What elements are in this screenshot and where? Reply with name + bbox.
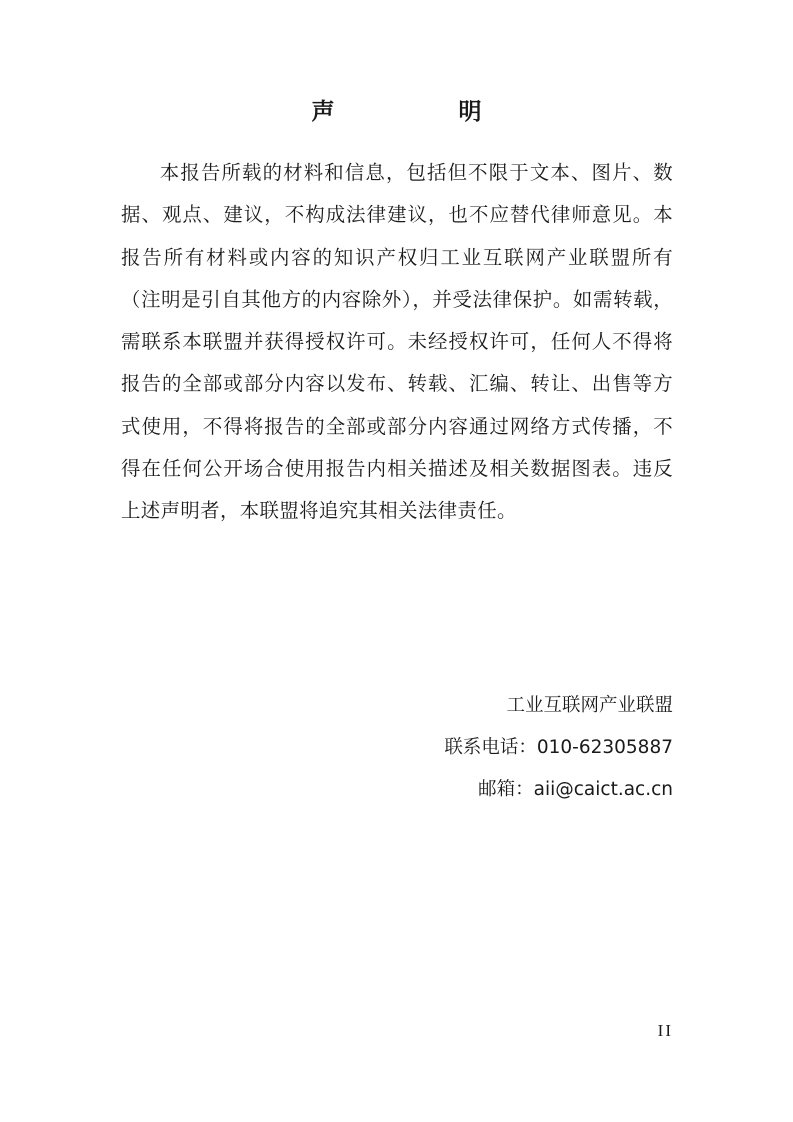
contact-email: 邮箱：aii@caict.ac.cn	[478, 779, 673, 800]
disclaimer-paragraph: 本报告所载的材料和信息，包括但不限于文本、图片、数据、观点、建议，不构成法律建议，也不应替代律师意见。本报告所有材料或内容的知识产权归工业互联网产业联盟所有（注明是引自其他方的内容除外），并受法律保护。如需转载，需联系本联盟并获得授权许可。未经授权许可，任何人不得将报告的全部或部分内容以发布、转载、汇编、转让、出售等方式使用，不得将报告的全部或部分内容通过网络方式传播，不得在任何公开场合使用报告内相关描述及相关数据图表。违反上述声明者，本联盟将追究其相关法律责任。	[121, 161, 673, 523]
contact-phone: 联系电话：010-62305887	[444, 737, 673, 758]
organization-name: 工业互联网产业联盟	[506, 695, 673, 716]
contact-block	[444, 685, 673, 811]
page-number: II	[657, 1021, 673, 1040]
page-title: 声 明	[311, 99, 540, 125]
